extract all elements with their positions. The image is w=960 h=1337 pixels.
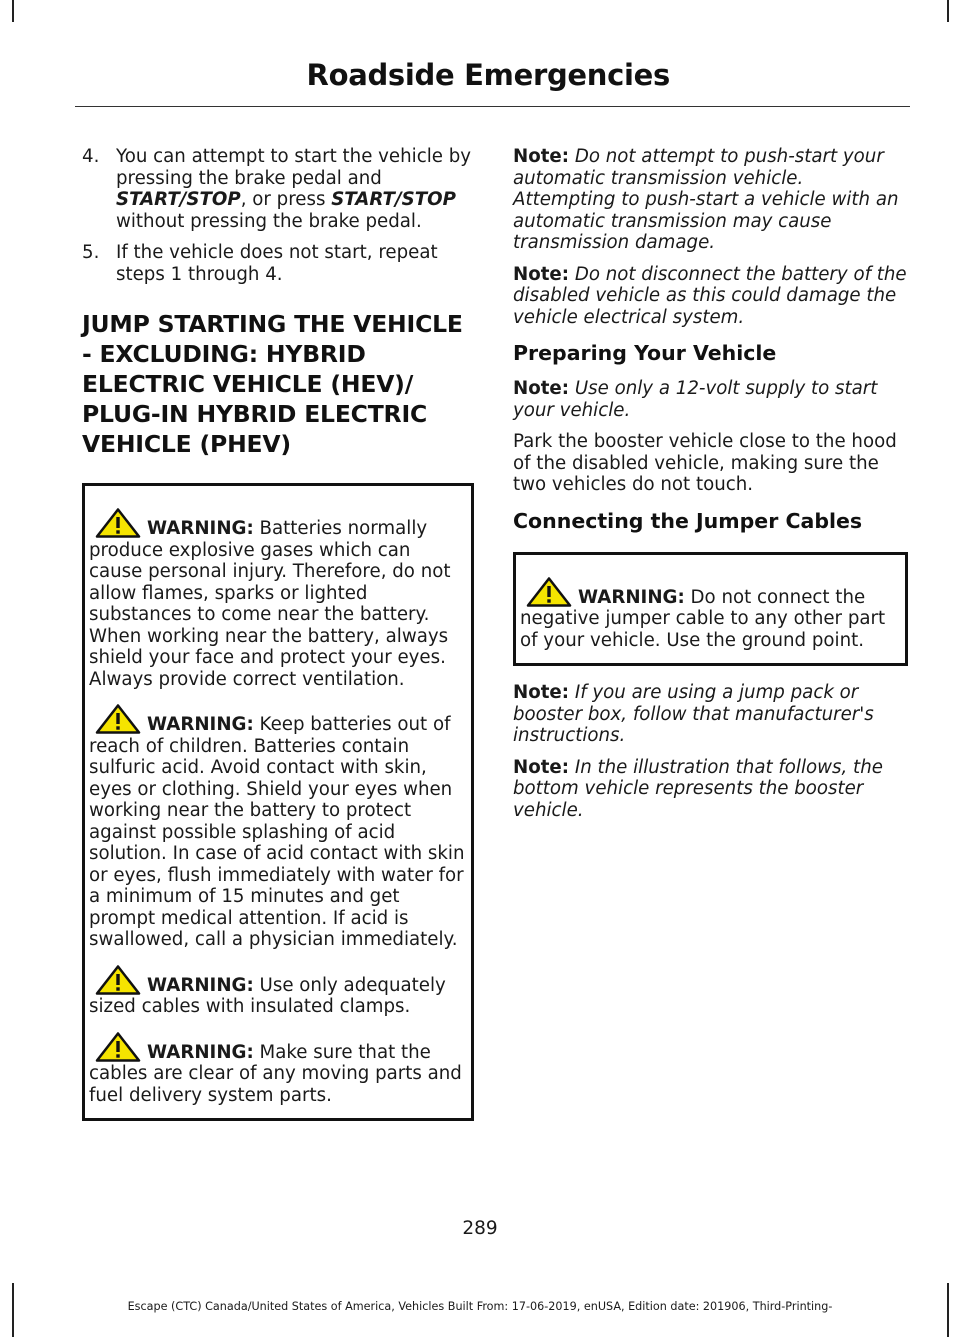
crop-mark-top-right <box>947 0 949 22</box>
step-text: without pressing the brake pedal. <box>116 210 422 232</box>
crop-mark-bottom-right <box>947 1283 949 1337</box>
note-label: Note: <box>513 378 570 399</box>
step-item <box>82 146 474 232</box>
warning-text: Keep batteries out of reach of children. Batteries contain sulfuric acid. Avoid contact with skin, eyes or clothing. Shield your eyes when working near the battery to protect against possible splashing of acid solution. In case of acid contact with skin or eyes, flush immediately with water for a minimum of 15 minutes and get prompt medical attention. If acid is swallowed, call a physician immediately. <box>89 714 465 950</box>
warning-text: Do not connect the negative jumper cable to any other part of your vehicle. Use the ground point. <box>520 586 886 651</box>
step-text: If the vehicle does not start, repeat steps 1 through 4. <box>116 242 438 285</box>
warning-item <box>520 577 901 652</box>
header-rule <box>75 106 910 107</box>
note-text: Do not disconnect the battery of the disabled vehicle as this could damage the vehicle electrical system. <box>513 263 907 328</box>
warning-text: Batteries normally produce explosive gases which can cause personal injury. Therefore, do not allow flames, sparks or lighted substances to come near the battery. When working near the battery, always shield your face and protect your eyes. Always provide correct ventilation. <box>89 518 451 690</box>
warning-item <box>89 965 467 1018</box>
jumper-warning-box <box>513 552 908 667</box>
footer-edition-info: Escape (CTC) Canada/United States of America, Vehicles Built From: 17-06-2019, enUSA, Edition date: 201906, Third-Printing- <box>127 1300 833 1313</box>
connecting-heading: Connecting the Jumper Cables <box>513 508 863 533</box>
note-item <box>513 146 908 254</box>
warning-triangle-icon <box>95 508 141 538</box>
crop-mark-bottom-left <box>12 1283 14 1337</box>
note-item <box>513 682 908 747</box>
section-heading: JUMP STARTING THE VEHICLE - EXCLUDING: HYBRID ELECTRIC VEHICLE (HEV)/ PLUG-IN HYBRID ELECTRIC VEHICLE (PHEV) <box>82 310 463 458</box>
warning-label: WARNING: <box>147 714 254 735</box>
left-column <box>82 146 474 1121</box>
warning-item <box>89 704 467 951</box>
note-item <box>513 378 908 421</box>
step-number: 5. <box>82 242 100 263</box>
crop-mark-top-left <box>12 0 14 22</box>
note-item <box>513 264 908 329</box>
warning-triangle-icon <box>526 577 572 607</box>
preparing-paragraph: Park the booster vehicle close to the hood of the disabled vehicle, making sure the two vehicles do not touch. <box>513 431 897 495</box>
warning-label: WARNING: <box>147 974 254 996</box>
start-stop-label: START/STOP <box>116 189 241 210</box>
warning-item <box>89 1032 467 1107</box>
start-stop-label: START/STOP <box>331 189 456 210</box>
warning-triangle-icon <box>95 704 141 734</box>
warning-label: WARNING: <box>147 1041 254 1063</box>
warning-label: WARNING: <box>147 518 254 539</box>
warning-item <box>89 508 467 690</box>
note-text: If you are using a jump pack or booster box, follow that manufacturer's instructions. <box>513 682 874 746</box>
note-text: Use only a 12-volt supply to start your vehicle. <box>513 378 878 421</box>
warning-triangle-icon <box>95 1032 141 1062</box>
warning-text: Use only adequately sized cables with insulated clamps. <box>89 974 446 1017</box>
steps-list <box>82 146 474 285</box>
note-text: Do not attempt to push-start your automatic transmission vehicle. Attempting to push-start a vehicle with an automatic transmission may cause transmission damage. <box>513 146 899 253</box>
note-item <box>513 757 908 822</box>
preparing-heading: Preparing Your Vehicle <box>513 341 777 365</box>
note-label: Note: <box>513 146 570 167</box>
step-number: 4. <box>82 146 100 167</box>
note-label: Note: <box>513 682 570 703</box>
step-text: , or press <box>240 189 332 210</box>
page-header-title: Roadside Emergencies <box>306 58 670 92</box>
warning-triangle-icon <box>95 965 141 995</box>
step-item <box>82 242 474 285</box>
note-text: In the illustration that follows, the bottom vehicle represents the booster vehicle. <box>513 756 883 821</box>
warning-text: Make sure that the cables are clear of any moving parts and fuel delivery system parts. <box>89 1041 462 1106</box>
warning-label: WARNING: <box>578 586 685 608</box>
page-number: 289 <box>462 1218 498 1239</box>
warnings-box <box>82 483 474 1121</box>
note-label: Note: <box>513 756 570 778</box>
note-label: Note: <box>513 263 570 285</box>
step-text: You can attempt to start the vehicle by pressing the brake pedal and <box>116 146 472 189</box>
right-column <box>513 146 908 831</box>
